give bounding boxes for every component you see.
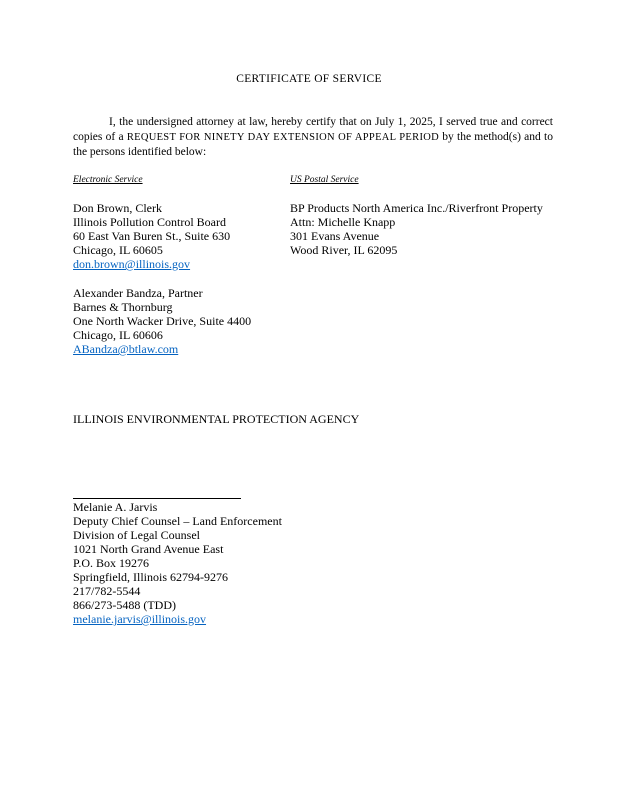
recipient-attn: Attn: Michelle Knapp bbox=[290, 215, 396, 229]
intro-text-before: I, the undersigned attorney at law, hereby certify that on July 1, 2025, I served true and correct copies of a bbox=[73, 116, 553, 143]
signatory-email-link[interactable]: melanie.jarvis@illinois.gov bbox=[73, 612, 207, 626]
document-title: CERTIFICATE OF SERVICE bbox=[236, 73, 382, 85]
recipient-brown bbox=[73, 201, 230, 271]
signatory-title: Deputy Chief Counsel – Land Enforcement bbox=[73, 514, 282, 528]
signatory-tdd: 866/273-5488 (TDD) bbox=[73, 598, 176, 612]
recipient-name: Don Brown, Clerk bbox=[73, 201, 162, 215]
intro-paragraph bbox=[73, 115, 553, 160]
recipient-org: Barnes & Thornburg bbox=[73, 300, 173, 314]
recipient-name: Alexander Bandza, Partner bbox=[73, 286, 203, 300]
agency-name: ILLINOIS ENVIRONMENTAL PROTECTION AGENCY bbox=[73, 412, 360, 426]
signatory-block bbox=[73, 500, 282, 626]
recipient-email-link[interactable]: ABandza@btlaw.com bbox=[73, 342, 179, 356]
signature-line bbox=[73, 498, 241, 499]
intro-text-after: by the method(s) and to the persons identified below: bbox=[73, 131, 553, 158]
signatory-city: Springfield, Illinois 62794-9276 bbox=[73, 570, 228, 584]
recipient-street: One North Wacker Drive, Suite 4400 bbox=[73, 314, 252, 328]
signatory-name: Melanie A. Jarvis bbox=[73, 500, 158, 514]
recipient-street: 301 Evans Avenue bbox=[290, 229, 380, 243]
recipient-bandza bbox=[73, 286, 251, 356]
signatory-pobox: P.O. Box 19276 bbox=[73, 556, 150, 570]
signatory-division: Division of Legal Counsel bbox=[73, 528, 200, 542]
recipient-email-link[interactable]: don.brown@illinois.gov bbox=[73, 257, 191, 271]
recipient-city: Chicago, IL 60605 bbox=[73, 243, 163, 257]
signatory-street: 1021 North Grand Avenue East bbox=[73, 542, 224, 556]
recipient-street: 60 East Van Buren St., Suite 630 bbox=[73, 229, 231, 243]
signatory-phone: 217/782-5544 bbox=[73, 584, 141, 598]
recipient-city: Chicago, IL 60606 bbox=[73, 328, 163, 342]
recipient-bp bbox=[290, 201, 543, 257]
recipient-org: Illinois Pollution Control Board bbox=[73, 215, 227, 229]
postal-service-header: US Postal Service bbox=[290, 175, 359, 185]
recipient-city: Wood River, IL 62095 bbox=[290, 243, 398, 257]
electronic-service-header: Electronic Service bbox=[73, 175, 143, 185]
recipient-org: BP Products North America Inc./Riverfront Property bbox=[290, 201, 543, 215]
request-title: REQUEST FOR NINETY DAY EXTENSION OF APPEAL PERIOD bbox=[126, 132, 440, 143]
